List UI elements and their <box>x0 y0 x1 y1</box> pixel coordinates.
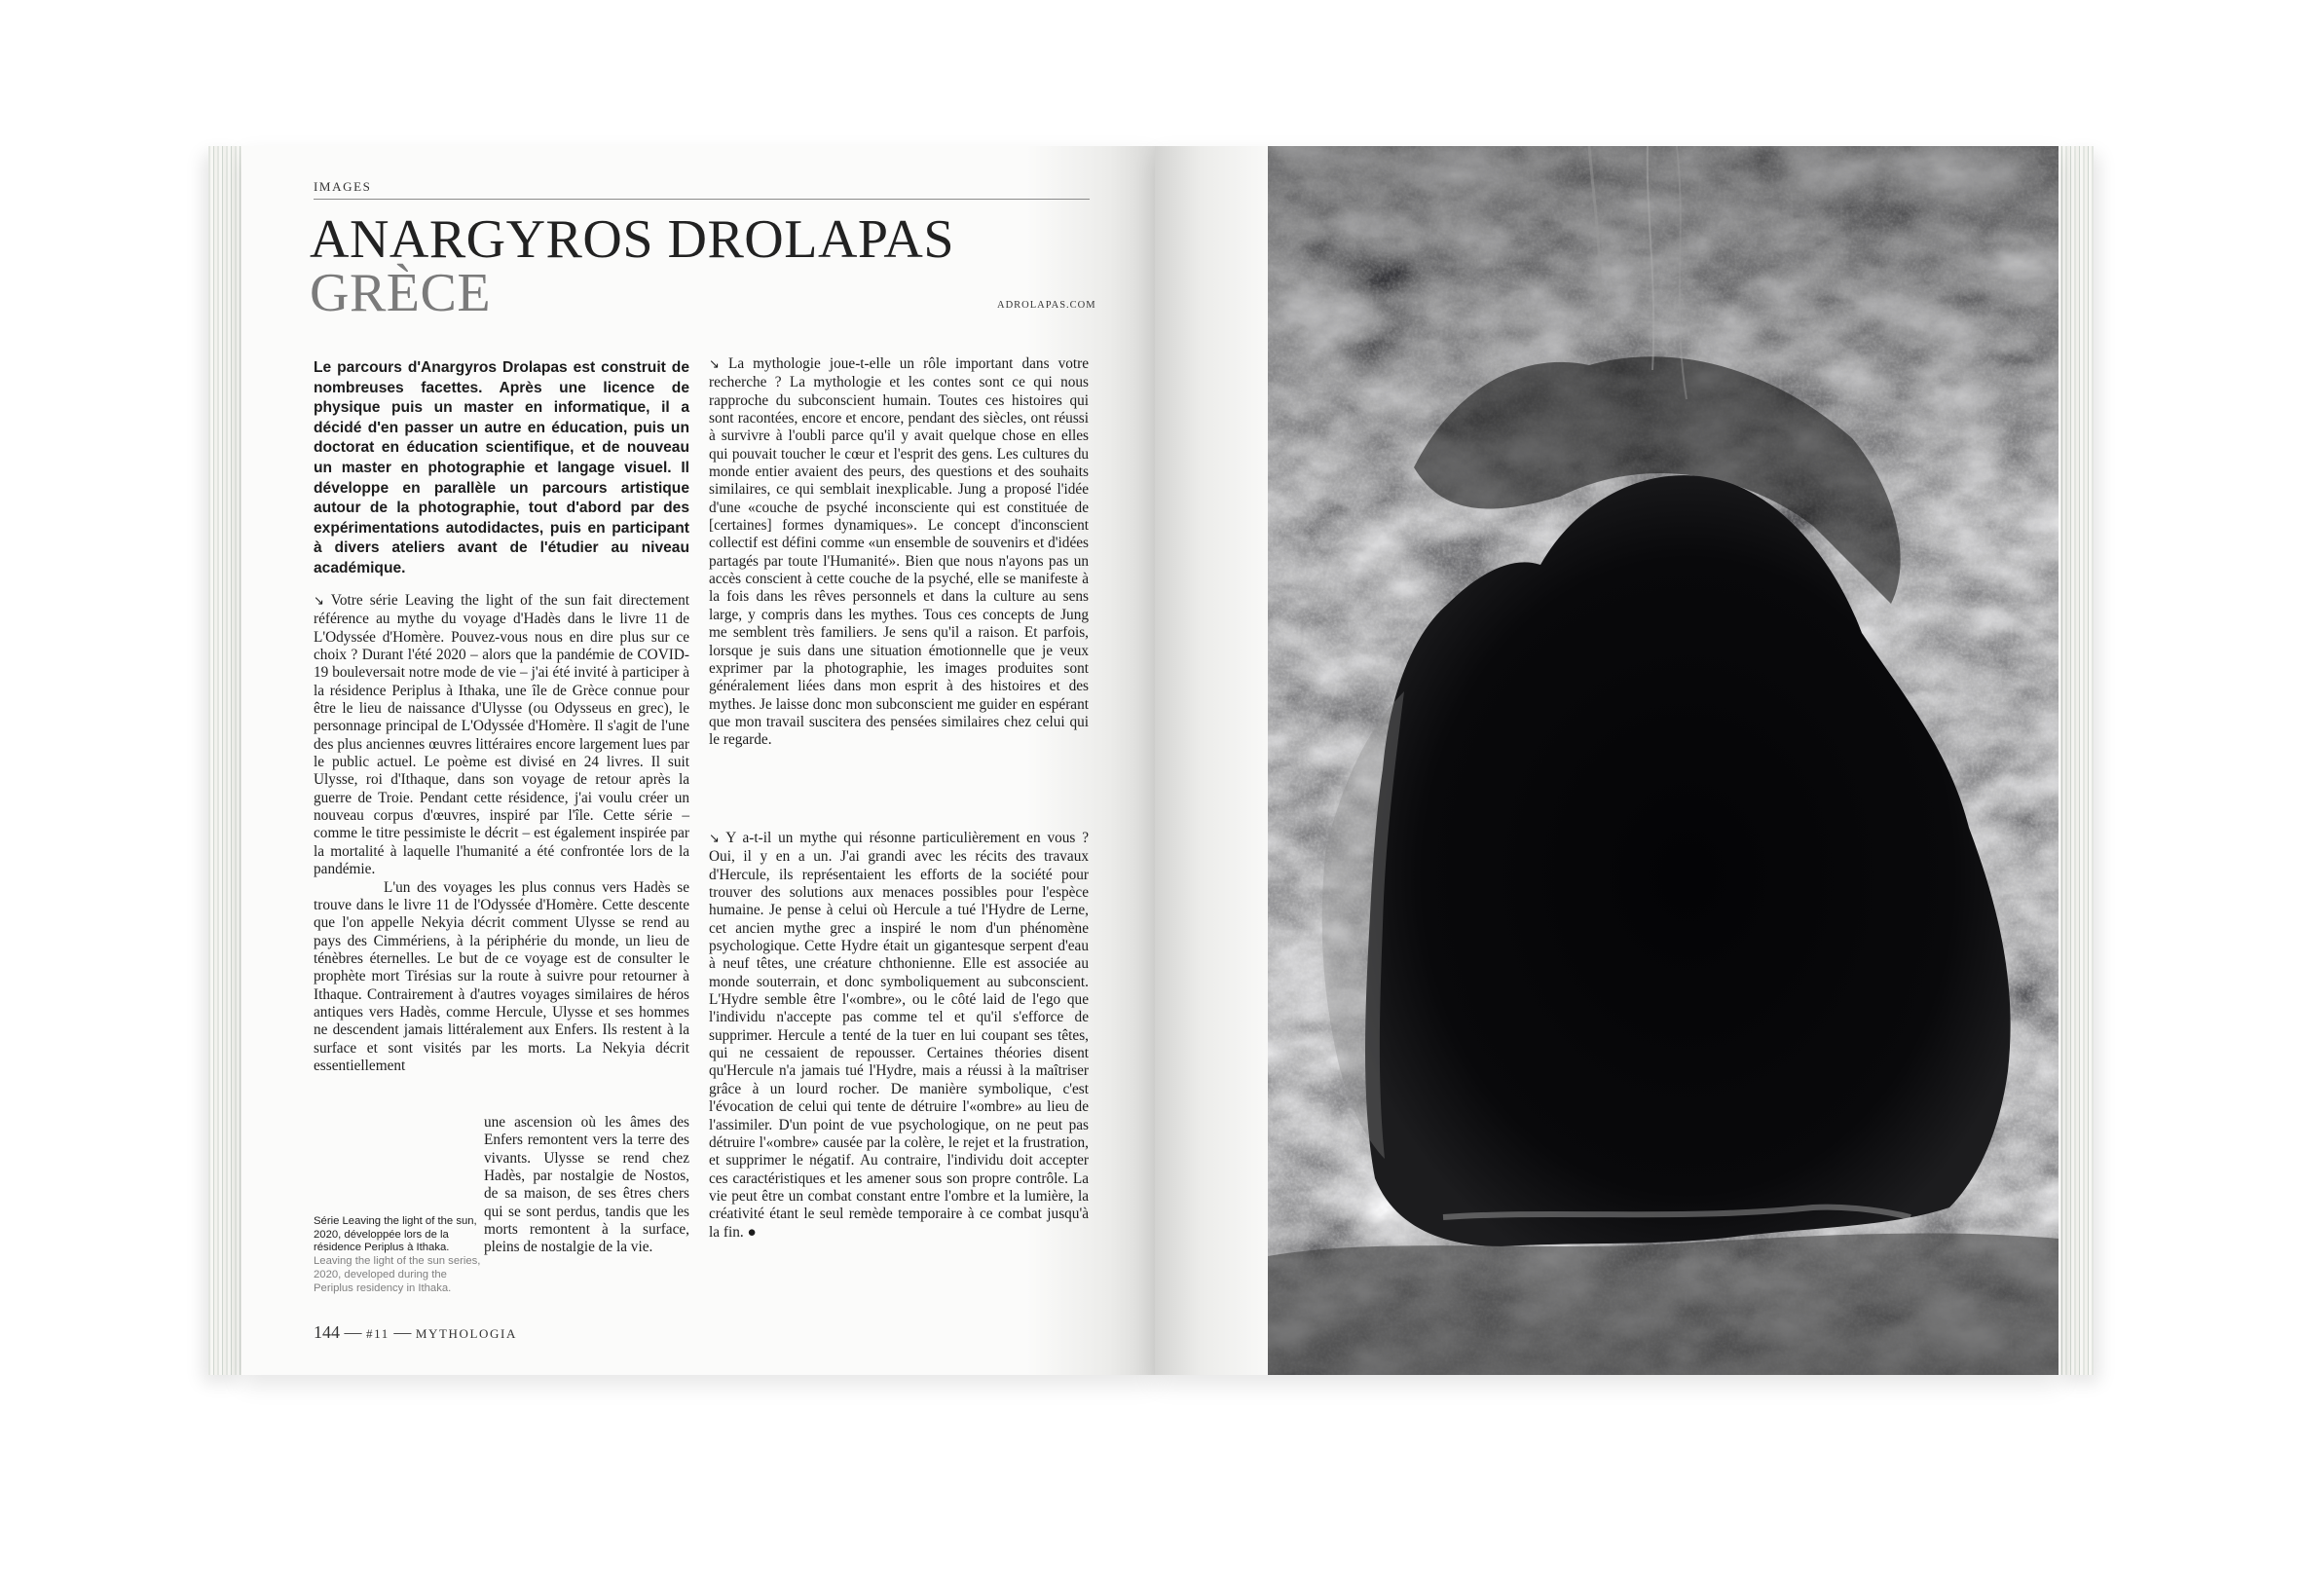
question-1 <box>314 592 689 879</box>
folio <box>314 1322 517 1343</box>
magazine-name: MYTHOLOGIA <box>415 1326 517 1341</box>
column-2 <box>709 355 1089 750</box>
question-1-text: Votre série Leaving the light of the sun fait directement référence au mythe du voyage d'Hadès dans le livre 11 de L'Odyssée d'Homère. Pouvez-vous nous en dire plus sur ce choix ? Durant l'été 2020 – alors que la pandémie de COVID-19 bouleversait notre mode de vie – j'ai été invité à participer à la résidence Periplus à Ithaka, une île de Grèce connue pour être le lieu de naissance d'Ulysse (ou Odysseus en grec), le personnage principal de L'Odyssée d'Homère. Il s'agit de l'une des plus anciennes œuvres littéraires encore largement lues par le public actuel. Le poème est divisé en 24 livres. Il suit Ulysse, roi d'Ithaque, dans son voyage de retour après la guerre de Troie. Pendant cette résidence, j'ai voulu créer un nouveau corpus d'œuvres, inspiré par l'île. Cette série – comme le titre pessimiste le décrit – est également inspirée par la mortalité à laquelle l'humanité a été confrontée lors de la pandémie. <box>314 592 689 878</box>
column-2-lower <box>709 830 1089 1242</box>
page-stack-edge-left <box>208 146 243 1375</box>
artist-website: ADROLAPAS.COM <box>997 300 1096 311</box>
end-mark-icon: ● <box>747 1223 757 1241</box>
caption-french: Série Leaving the light of the sun, 2020, développée lors de la résidence Periplus à Ithaka. <box>314 1215 477 1254</box>
page-number: 144 <box>314 1322 340 1342</box>
column-1-tail <box>484 1114 689 1257</box>
arrow-icon: ↘ <box>709 832 720 846</box>
folio-separator: — <box>389 1322 416 1342</box>
folio-separator: — <box>340 1322 366 1342</box>
question-2-text: La mythologie joue-t-elle un rôle important dans votre recherche ? La mythologie et les contes sont ce qui nous rapproche du subconscient humain. Toutes ces histoires qui sont racontées, encore et encore, pendant des siècles, ont réussi à survivre à l'oubli parce qu'il y avait quelque chose en elles qui pouvait toucher le cœur et l'esprit des gens. Les cultures du monde entier avaient des peurs, des questions et des souhaits similaires, ce qui semblait inexplicable. Jung a proposé l'idée d'une «couche de psyché inconsciente qui est constituée de [certaines] formes dynamiques». Le concept d'inconscient collectif est défini comme «un ensemble de souvenirs et d'idées partagés par toute l'Humanité». Bien que nous n'ayons pas un accès conscient à cette couche de la psyché, elle se manifeste à la fois dans les rêves personnels et dans la culture au sens large, y compris dans les mythes. Tous ces concepts de Jung me semblent très familiers. Je sens qu'il a raison. Et parfois, lorsque je suis dans une situation émotionnelle que je veux exprimer par la photographie, les images produites sont généralement liées dans mon esprit à des histoires et des mythes. Je laisse donc mon subconscient me guider en espérant que mon travail suscitera des pensées similaires chez celui qui le regarde. <box>709 355 1090 749</box>
arrow-icon: ↘ <box>709 357 720 372</box>
question-2 <box>709 355 1089 750</box>
intro-paragraph: Le parcours d'Anargyros Drolapas est construit de nombreuses facettes. Après une licence de physique puis un master en informatique, il a décidé d'en passer un autre en éducation, puis un doctorat en éducation scientifique, et de nouveau un master en photographie et langage visuel. Il développe en parallèle un parcours artistique autour de la photographie, tout d'abord par des expérimentations autodidactes, puis en participant à divers ateliers avant de l'étudier au niveau académique. <box>314 359 689 576</box>
arrow-icon: ↘ <box>314 594 324 609</box>
question-3 <box>709 830 1089 1242</box>
issue-number: #11 <box>366 1326 390 1341</box>
column-1 <box>314 592 689 1075</box>
photo-caption <box>314 1215 481 1295</box>
section-label: IMAGES <box>314 179 372 194</box>
article-subtitle-country: GRÈCE <box>310 263 492 323</box>
cave-photo <box>1268 146 2059 1375</box>
header-rule <box>314 199 1090 200</box>
question-1-paragraph-2: L'un des voyages les plus connus vers Hadès se trouve dans le livre 11 de l'Odyssée d'Homère. Cette descente que l'on appelle Nekyia décrit comment Ulysse se rend au pays des Cimmériens, à la périphérie du monde, un lieu de ténèbres éternelles. Le but de ce voyage est de consulter le prophète mort Tirésias sur la route à suivre pour retourner à Ithaque. Contrairement à d'autres voyages similaires de héros antiques vers Hadès, comme Hercule, Ulysse et ses hommes ne descendent jamais littéralement aux Enfers. Ils restent à la surface et sont visités par les morts. La Nekyia décrit essentiellement <box>314 878 689 1074</box>
caption-english: Leaving the light of the sun series, 2020, developed during the Periplus residency in Ithaka. <box>314 1255 481 1294</box>
page-stack-edge-right <box>2059 146 2094 1375</box>
question-3-text: Y a-t-il un mythe qui résonne particulièrement en vous ? Oui, il y en a un. J'ai grandi avec les récits des travaux d'Hercule, ils représentaient les efforts de la société pour trouver des solutions aux menaces possibles pour l'espèce humaine. Je pense à celui où Hercule a tué l'Hydre de Lerne, cet ancien mythe grec a inspiré le nom d'un phénomène psychologique. Cette Hydre était un gigantesque serpent d'eau à neuf têtes, une créature chthonienne. Elle est associée au monde souterrain, et donc symboliquement au subconscient. L'Hydre semble être l'«ombre», ou le côté laid de l'ego que l'individu n'accepte pas comme tel et qu'il s'efforce de supprimer. Hercule a tenté de la tuer en lui coupant ses têtes, qui ne cessaient de repousser. Certaines théories disent qu'Hercule n'a jamais tué l'Hydre, mais a réussi à la maîtriser grâce à un lourd rocher. De manière symbolique, c'est l'évocation de celui qui tente de détruire l'«ombre» au lieu de l'assimiler. D'un point de vue psychologique, on ne peut pas détruire l'«ombre» causée par la colère, le rejet et la frustration, et supprimer le négatif. Au contraire, l'individu doit accepter ces caractéristiques et les amener sous son propre contrôle. La vie peut être un combat constant entre l'ombre et la lumière, la créativité étant le seul remède temporaire à ce combat jusqu'à la fin. <box>709 830 1089 1241</box>
article-title: ANARGYROS DROLAPAS <box>310 209 954 270</box>
question-1-paragraph-2-tail: une ascension où les âmes des Enfers remontent vers la terre des vivants. Ulysse se rend chez Hadès, par nostalgie de Nostos, de sa maison, de ses êtres chers qui se sont perdus, tandis que les morts remontent à la surface, pleins de nostalgie de la vie. <box>484 1114 689 1256</box>
